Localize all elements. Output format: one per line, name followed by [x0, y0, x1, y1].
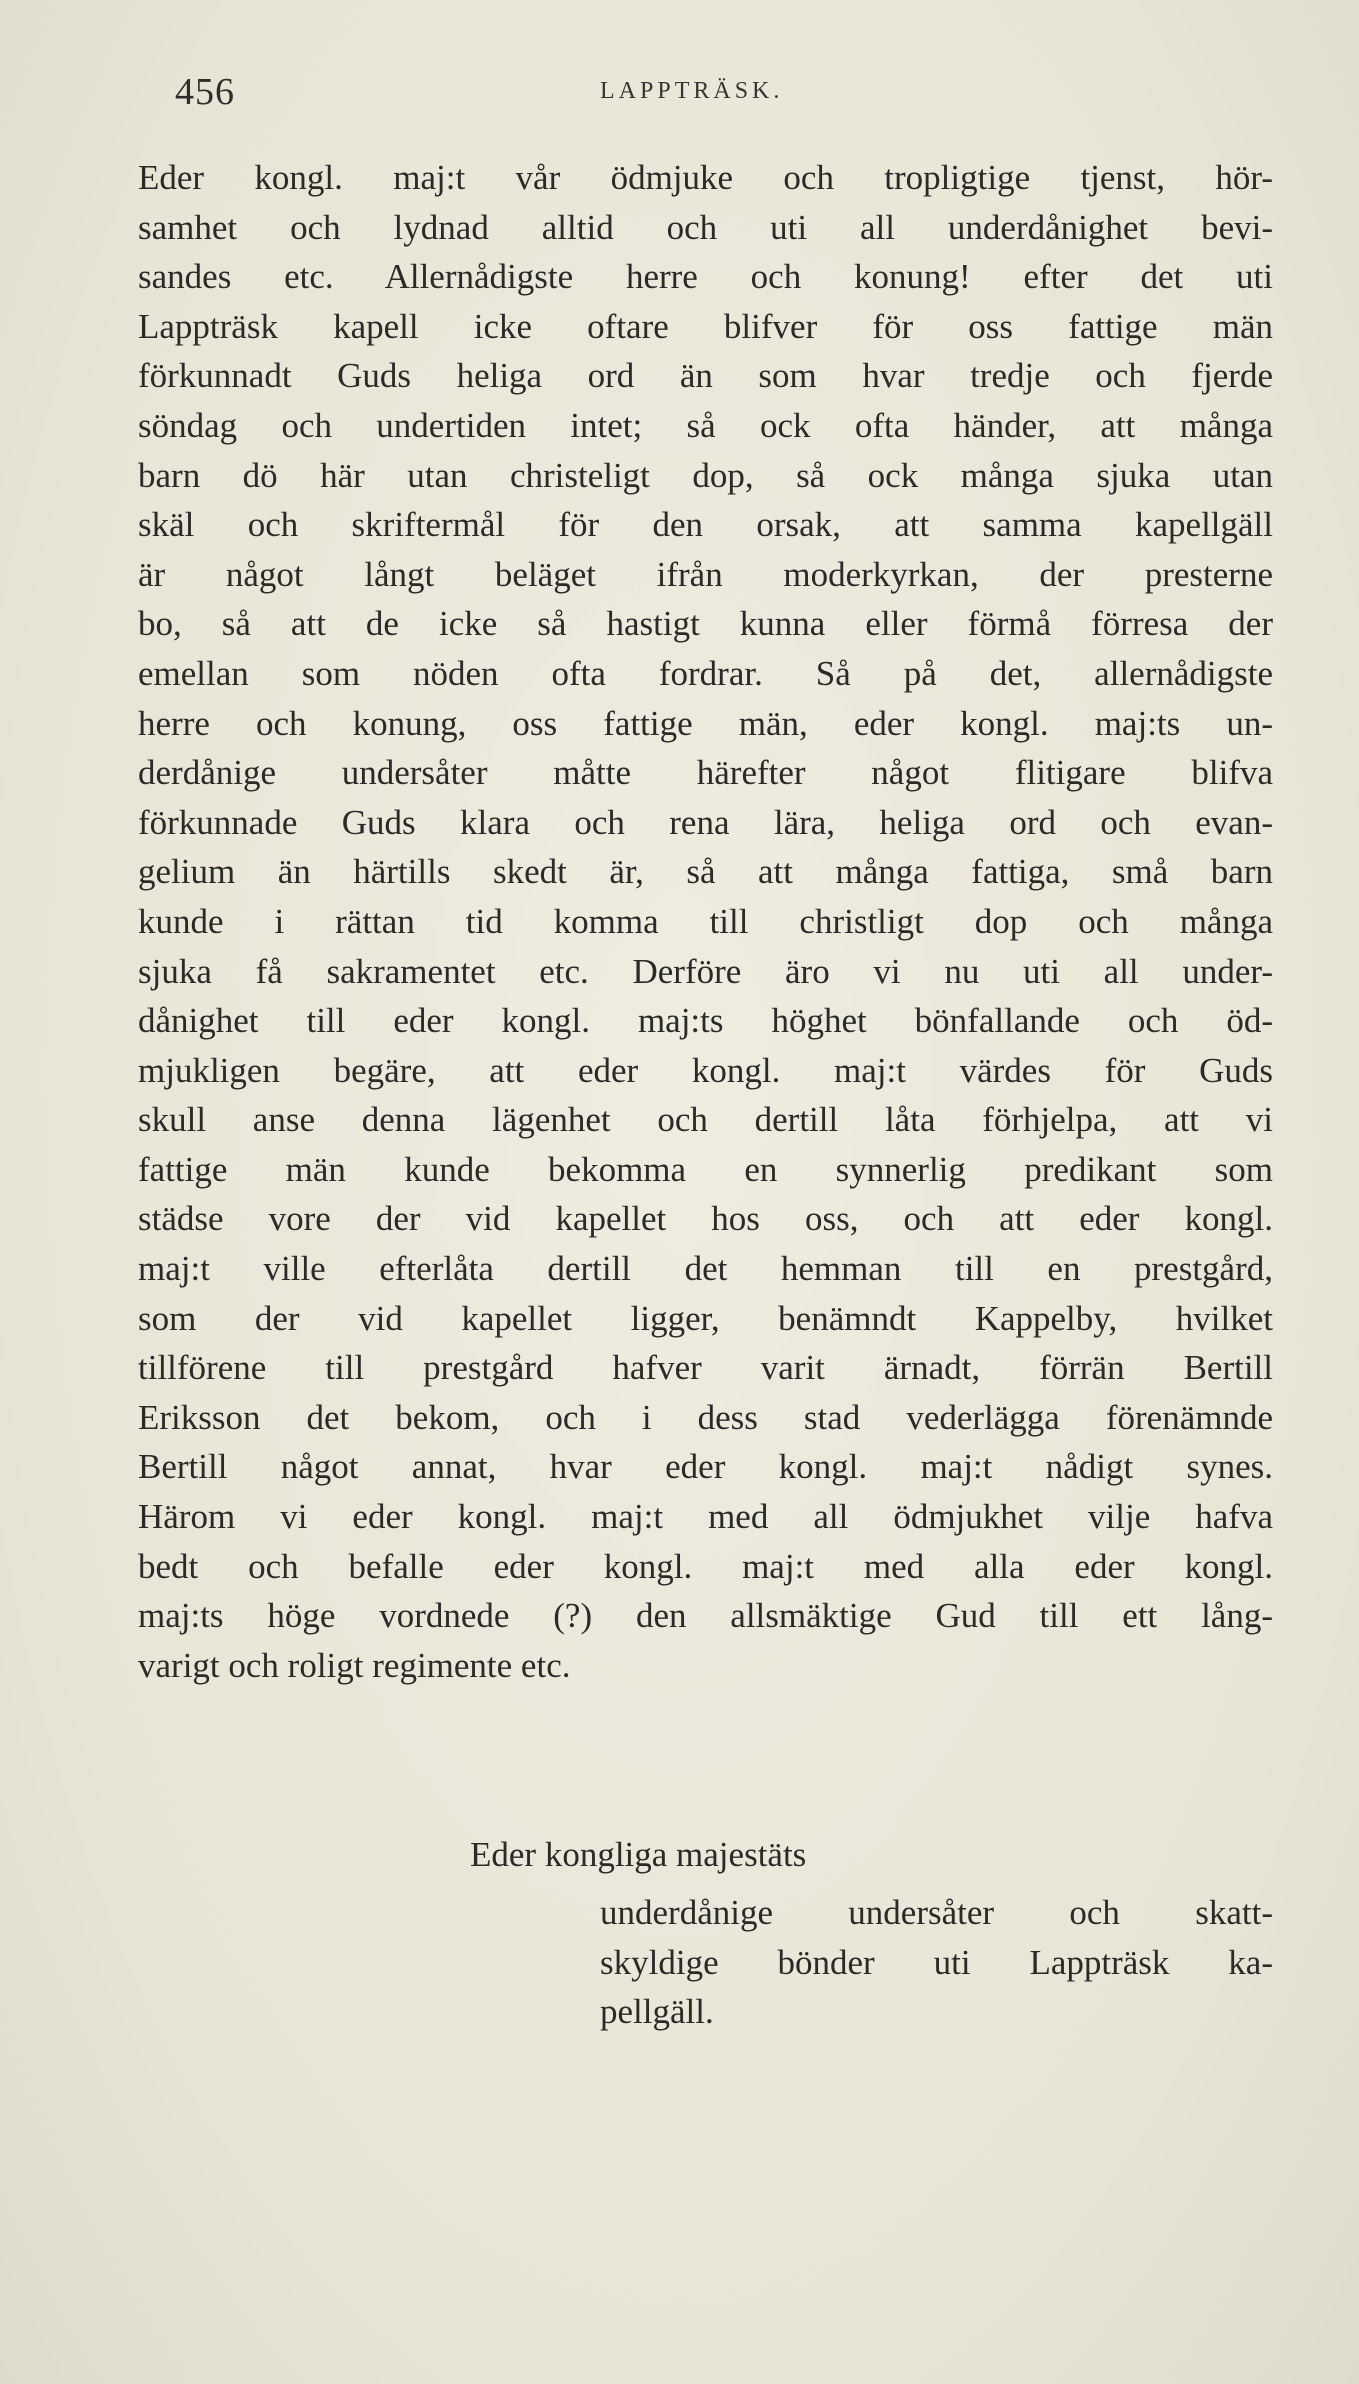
text-line: städse vore der vid kapellet hos oss, och att eder kongl.	[138, 1199, 1273, 1239]
text-line: fattige män kunde bekomma en synnerlig predikant som	[138, 1149, 1273, 1189]
text-line: är något långt beläget ifrån moderkyrkan, der presterne	[138, 554, 1273, 594]
text-line: tillförene till prestgård hafver varit ärnadt, förrän Bertill	[138, 1348, 1273, 1388]
running-head: LAPPTRÄSK.	[600, 78, 784, 104]
text-line: kunde i rättan tid komma till christligt dop och många	[138, 901, 1273, 941]
signature-line: pellgäll.	[600, 1992, 714, 2032]
text-line: Eder kongl. maj:t vår ödmjuke och tropligtige tjenst, hör-	[138, 158, 1273, 197]
signature-line: skyldige bönder uti Lappträsk ka-	[600, 1942, 1273, 1982]
text-line: maj:ts höge vordnede (?) den allsmäktige Gud till ett lång-	[138, 1596, 1273, 1636]
text-line: Bertill något annat, hvar eder kongl. maj:t nådigt synes.	[138, 1447, 1273, 1487]
text-line: samhet och lydnad alltid och uti all underdånighet bevi-	[138, 207, 1273, 247]
text-line: sjuka få sakramentet etc. Derföre äro vi nu uti all under-	[138, 951, 1273, 991]
text-line: skull anse denna lägenhet och dertill låta förhjelpa, att vi	[138, 1100, 1273, 1140]
text-line: mjukligen begäre, att eder kongl. maj:t värdes för Guds	[138, 1050, 1273, 1090]
page-header	[175, 70, 1275, 120]
text-line: barn dö här utan christeligt dop, så ock många sjuka utan	[138, 455, 1273, 495]
closing-salutation: Eder kongliga majestäts	[470, 1835, 807, 1874]
text-line: söndag och undertiden intet; så ock ofta händer, att många	[138, 405, 1273, 445]
text-line: förkunnadt Guds heliga ord än som hvar tredje och fjerde	[138, 356, 1273, 396]
text-line: bedt och befalle eder kongl. maj:t med alla eder kongl.	[138, 1546, 1273, 1586]
signature-block	[600, 1888, 1273, 2037]
page-number: 456	[175, 71, 235, 113]
text-line: derdånige undersåter måtte härefter något flitigare blifva	[138, 753, 1273, 793]
text-line: gelium än härtills skedt är, så att många fattiga, små barn	[138, 852, 1273, 892]
text-line: maj:t ville efterlåta dertill det hemman till en prestgård,	[138, 1249, 1273, 1289]
text-line: skäl och skriftermål för den orsak, att samma kapellgäll	[138, 505, 1273, 545]
text-line: sandes etc. Allernådigste herre och konung! efter det uti	[138, 257, 1273, 297]
signature-line: underdånige undersåter och skatt-	[600, 1893, 1273, 1932]
letter-body	[138, 153, 1273, 1690]
text-line: Lappträsk kapell icke oftare blifver för oss fattige män	[138, 306, 1273, 346]
text-line: Härom vi eder kongl. maj:t med all ödmjukhet vilje hafva	[138, 1497, 1273, 1537]
text-line: förkunnade Guds klara och rena lära, heliga ord och evan-	[138, 802, 1273, 842]
text-line: Eriksson det bekom, och i dess stad vederlägga förenämnde	[138, 1397, 1273, 1437]
text-line: som der vid kapellet ligger, benämndt Kappelby, hvilket	[138, 1298, 1273, 1338]
text-line: emellan som nöden ofta fordrar. Så på det, allernådigste	[138, 653, 1273, 693]
text-line: bo, så att de icke så hastigt kunna eller förmå förresa der	[138, 604, 1273, 644]
text-line: varigt och roligt regimente etc.	[138, 1645, 571, 1685]
text-line: dånighet till eder kongl. maj:ts höghet bönfallande och öd-	[138, 1001, 1273, 1041]
text-line: herre och konung, oss fattige män, eder kongl. maj:ts un-	[138, 703, 1273, 743]
